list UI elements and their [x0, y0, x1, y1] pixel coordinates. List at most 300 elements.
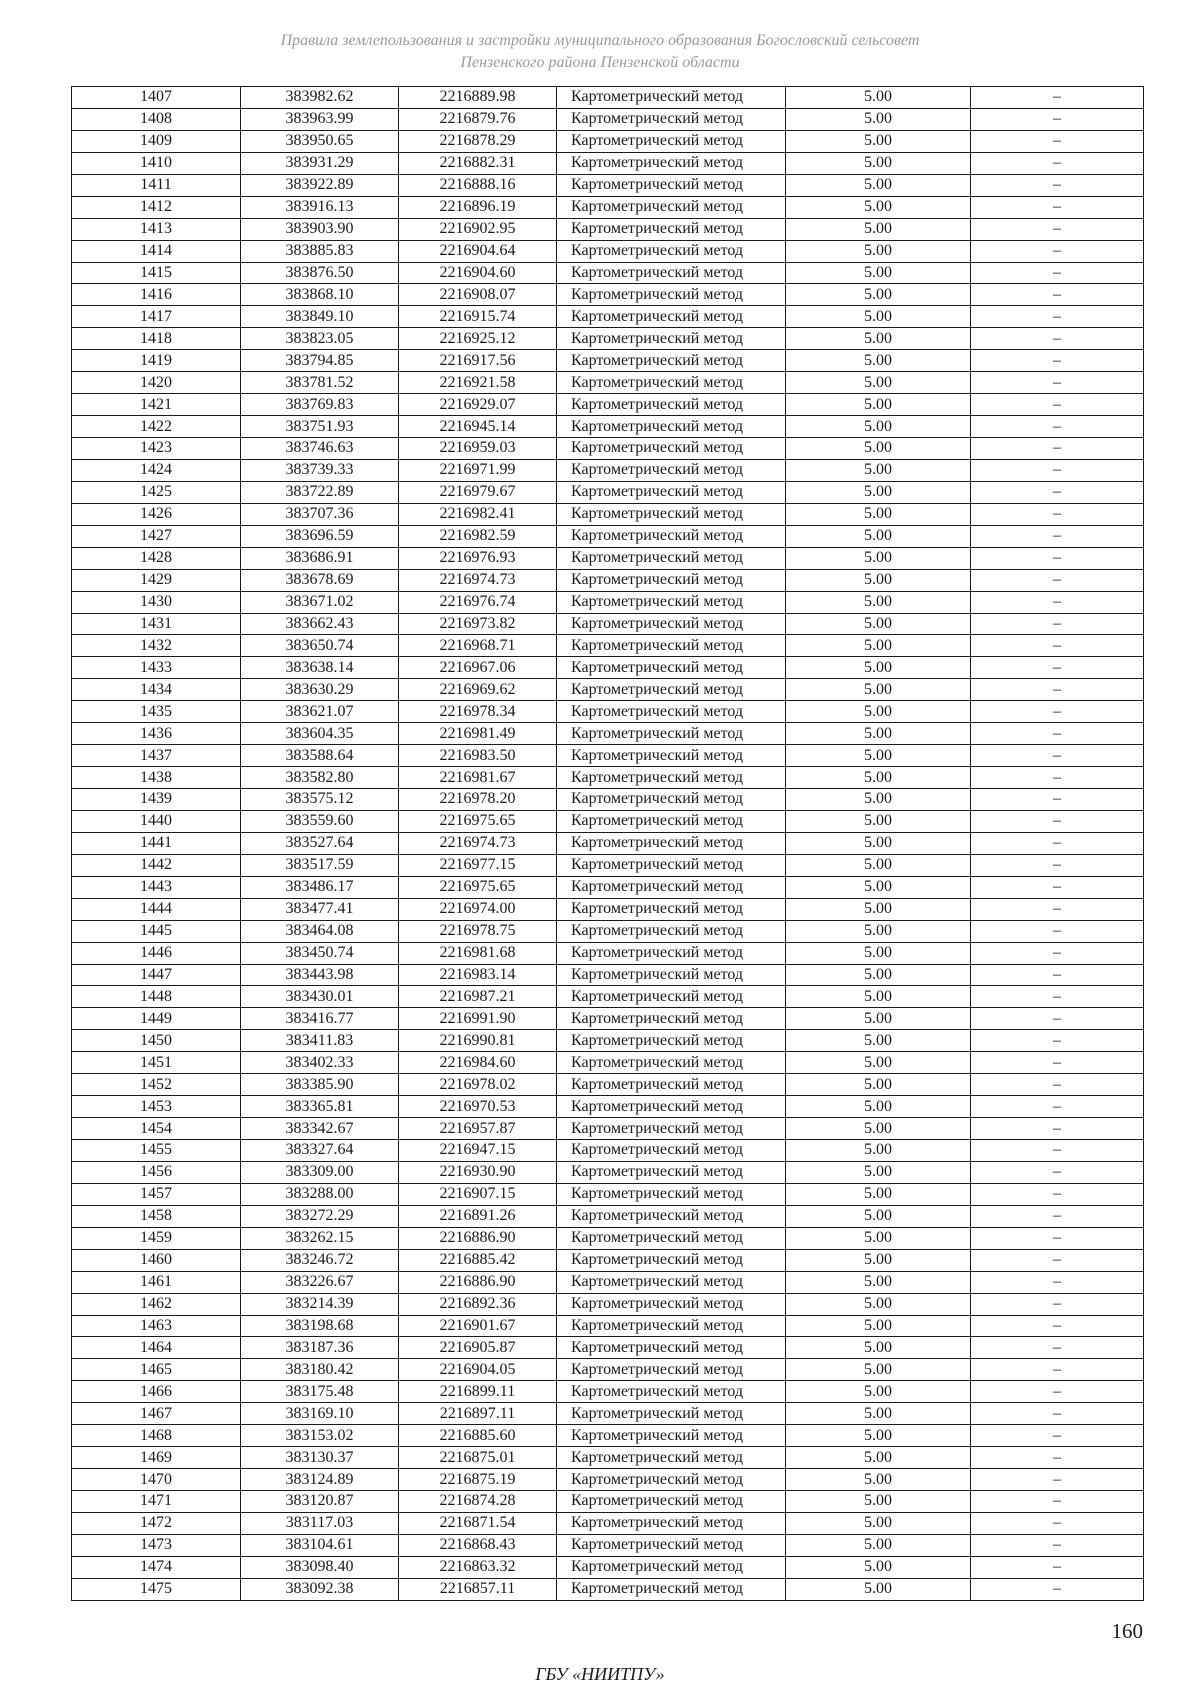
y-coordinate-cell: 2216899.11 [399, 1381, 557, 1403]
description-cell: – [971, 1140, 1144, 1162]
method-cell: Картометрический метод [557, 547, 786, 569]
table-row [72, 723, 1144, 745]
y-coordinate-cell: 2216976.74 [399, 591, 557, 613]
point-number-cell: 1439 [72, 789, 241, 811]
y-coordinate-cell: 2216990.81 [399, 1030, 557, 1052]
method-cell: Картометрический метод [557, 1140, 786, 1162]
y-coordinate-cell: 2216907.15 [399, 1183, 557, 1205]
y-coordinate-cell: 2216978.20 [399, 789, 557, 811]
y-coordinate-cell: 2216981.67 [399, 767, 557, 789]
method-cell: Картометрический метод [557, 372, 786, 394]
x-coordinate-cell: 383630.29 [241, 679, 399, 701]
accuracy-cell: 5.00 [786, 986, 971, 1008]
y-coordinate-cell: 2216902.95 [399, 218, 557, 240]
accuracy-cell: 5.00 [786, 1556, 971, 1578]
y-coordinate-cell: 2216904.05 [399, 1359, 557, 1381]
table-row [72, 1403, 1144, 1425]
x-coordinate-cell: 383365.81 [241, 1096, 399, 1118]
x-coordinate-cell: 383739.33 [241, 459, 399, 481]
accuracy-cell: 5.00 [786, 1403, 971, 1425]
point-number-cell: 1411 [72, 174, 241, 196]
description-cell: – [971, 262, 1144, 284]
x-coordinate-cell: 383963.99 [241, 108, 399, 130]
point-number-cell: 1430 [72, 591, 241, 613]
accuracy-cell: 5.00 [786, 416, 971, 438]
accuracy-cell: 5.00 [786, 1074, 971, 1096]
y-coordinate-cell: 2216977.15 [399, 854, 557, 876]
method-cell: Картометрический метод [557, 1534, 786, 1556]
point-number-cell: 1454 [72, 1118, 241, 1140]
y-coordinate-cell: 2216886.90 [399, 1227, 557, 1249]
description-cell: – [971, 1074, 1144, 1096]
accuracy-cell: 5.00 [786, 1140, 971, 1162]
method-cell: Картометрический метод [557, 350, 786, 372]
method-cell: Картометрический метод [557, 657, 786, 679]
method-cell: Картометрический метод [557, 1578, 786, 1600]
accuracy-cell: 5.00 [786, 1293, 971, 1315]
accuracy-cell: 5.00 [786, 679, 971, 701]
x-coordinate-cell: 383686.91 [241, 547, 399, 569]
table-row [72, 525, 1144, 547]
table-row [72, 810, 1144, 832]
method-cell: Картометрический метод [557, 416, 786, 438]
y-coordinate-cell: 2216917.56 [399, 350, 557, 372]
accuracy-cell: 5.00 [786, 657, 971, 679]
point-number-cell: 1419 [72, 350, 241, 372]
point-number-cell: 1420 [72, 372, 241, 394]
y-coordinate-cell: 2216875.01 [399, 1447, 557, 1469]
description-cell: – [971, 701, 1144, 723]
x-coordinate-cell: 383575.12 [241, 789, 399, 811]
x-coordinate-cell: 383117.03 [241, 1512, 399, 1534]
y-coordinate-cell: 2216967.06 [399, 657, 557, 679]
y-coordinate-cell: 2216901.67 [399, 1315, 557, 1337]
y-coordinate-cell: 2216930.90 [399, 1161, 557, 1183]
x-coordinate-cell: 383124.89 [241, 1469, 399, 1491]
y-coordinate-cell: 2216987.21 [399, 986, 557, 1008]
method-cell: Картометрический метод [557, 1161, 786, 1183]
table-row [72, 1556, 1144, 1578]
table-row [72, 986, 1144, 1008]
y-coordinate-cell: 2216983.14 [399, 964, 557, 986]
accuracy-cell: 5.00 [786, 152, 971, 174]
table-row [72, 1205, 1144, 1227]
method-cell: Картометрический метод [557, 481, 786, 503]
x-coordinate-cell: 383198.68 [241, 1315, 399, 1337]
table-row [72, 1074, 1144, 1096]
accuracy-cell: 5.00 [786, 108, 971, 130]
x-coordinate-cell: 383696.59 [241, 525, 399, 547]
method-cell: Картометрический метод [557, 240, 786, 262]
y-coordinate-cell: 2216905.87 [399, 1337, 557, 1359]
accuracy-cell: 5.00 [786, 350, 971, 372]
method-cell: Картометрический метод [557, 964, 786, 986]
description-cell: – [971, 854, 1144, 876]
method-cell: Картометрический метод [557, 1556, 786, 1578]
x-coordinate-cell: 383262.15 [241, 1227, 399, 1249]
description-cell: – [971, 1205, 1144, 1227]
accuracy-cell: 5.00 [786, 1469, 971, 1491]
x-coordinate-cell: 383903.90 [241, 218, 399, 240]
x-coordinate-cell: 383104.61 [241, 1534, 399, 1556]
y-coordinate-cell: 2216857.11 [399, 1578, 557, 1600]
description-cell: – [971, 459, 1144, 481]
accuracy-cell: 5.00 [786, 1381, 971, 1403]
point-number-cell: 1466 [72, 1381, 241, 1403]
method-cell: Картометрический метод [557, 1512, 786, 1534]
method-cell: Картометрический метод [557, 87, 786, 109]
x-coordinate-cell: 383722.89 [241, 481, 399, 503]
accuracy-cell: 5.00 [786, 525, 971, 547]
method-cell: Картометрический метод [557, 1337, 786, 1359]
point-number-cell: 1447 [72, 964, 241, 986]
point-number-cell: 1407 [72, 87, 241, 109]
x-coordinate-cell: 383443.98 [241, 964, 399, 986]
y-coordinate-cell: 2216888.16 [399, 174, 557, 196]
method-cell: Картометрический метод [557, 986, 786, 1008]
x-coordinate-cell: 383288.00 [241, 1183, 399, 1205]
y-coordinate-cell: 2216983.50 [399, 745, 557, 767]
x-coordinate-cell: 383477.41 [241, 898, 399, 920]
description-cell: – [971, 569, 1144, 591]
method-cell: Картометрический метод [557, 174, 786, 196]
table-row [72, 964, 1144, 986]
table-row [72, 240, 1144, 262]
x-coordinate-cell: 383517.59 [241, 854, 399, 876]
method-cell: Картометрический метод [557, 1118, 786, 1140]
table-row [72, 701, 1144, 723]
method-cell: Картометрический метод [557, 854, 786, 876]
table-row [72, 1359, 1144, 1381]
table-row [72, 1008, 1144, 1030]
table-row [72, 284, 1144, 306]
method-cell: Картометрический метод [557, 1074, 786, 1096]
table-row [72, 328, 1144, 350]
coordinates-table-body [72, 87, 1144, 1601]
description-cell: – [971, 920, 1144, 942]
accuracy-cell: 5.00 [786, 1359, 971, 1381]
y-coordinate-cell: 2216970.53 [399, 1096, 557, 1118]
point-number-cell: 1438 [72, 767, 241, 789]
method-cell: Картометрический метод [557, 767, 786, 789]
table-row [72, 174, 1144, 196]
accuracy-cell: 5.00 [786, 569, 971, 591]
table-row [72, 657, 1144, 679]
table-row [72, 898, 1144, 920]
table-row [72, 613, 1144, 635]
y-coordinate-cell: 2216976.93 [399, 547, 557, 569]
x-coordinate-cell: 383931.29 [241, 152, 399, 174]
description-cell: – [971, 745, 1144, 767]
point-number-cell: 1437 [72, 745, 241, 767]
description-cell: – [971, 1469, 1144, 1491]
accuracy-cell: 5.00 [786, 174, 971, 196]
y-coordinate-cell: 2216974.00 [399, 898, 557, 920]
point-number-cell: 1451 [72, 1052, 241, 1074]
x-coordinate-cell: 383885.83 [241, 240, 399, 262]
x-coordinate-cell: 383876.50 [241, 262, 399, 284]
x-coordinate-cell: 383916.13 [241, 196, 399, 218]
accuracy-cell: 5.00 [786, 745, 971, 767]
method-cell: Картометрический метод [557, 1359, 786, 1381]
point-number-cell: 1413 [72, 218, 241, 240]
y-coordinate-cell: 2216925.12 [399, 328, 557, 350]
x-coordinate-cell: 383582.80 [241, 767, 399, 789]
method-cell: Картометрический метод [557, 1381, 786, 1403]
description-cell: – [971, 1293, 1144, 1315]
y-coordinate-cell: 2216904.60 [399, 262, 557, 284]
y-coordinate-cell: 2216929.07 [399, 394, 557, 416]
x-coordinate-cell: 383751.93 [241, 416, 399, 438]
y-coordinate-cell: 2216974.73 [399, 832, 557, 854]
x-coordinate-cell: 383327.64 [241, 1140, 399, 1162]
accuracy-cell: 5.00 [786, 810, 971, 832]
description-cell: – [971, 547, 1144, 569]
x-coordinate-cell: 383092.38 [241, 1578, 399, 1600]
y-coordinate-cell: 2216981.68 [399, 942, 557, 964]
description-cell: – [971, 416, 1144, 438]
accuracy-cell: 5.00 [786, 1578, 971, 1600]
y-coordinate-cell: 2216975.65 [399, 876, 557, 898]
method-cell: Картометрический метод [557, 745, 786, 767]
table-row [72, 942, 1144, 964]
x-coordinate-cell: 383588.64 [241, 745, 399, 767]
table-row [72, 394, 1144, 416]
accuracy-cell: 5.00 [786, 1534, 971, 1556]
table-row [72, 1183, 1144, 1205]
description-cell: – [971, 832, 1144, 854]
accuracy-cell: 5.00 [786, 503, 971, 525]
table-row [72, 1052, 1144, 1074]
point-number-cell: 1468 [72, 1425, 241, 1447]
description-cell: – [971, 964, 1144, 986]
description-cell: – [971, 789, 1144, 811]
y-coordinate-cell: 2216882.31 [399, 152, 557, 174]
description-cell: – [971, 503, 1144, 525]
method-cell: Картометрический метод [557, 525, 786, 547]
description-cell: – [971, 1512, 1144, 1534]
table-row [72, 1469, 1144, 1491]
accuracy-cell: 5.00 [786, 372, 971, 394]
y-coordinate-cell: 2216978.75 [399, 920, 557, 942]
table-row [72, 832, 1144, 854]
accuracy-cell: 5.00 [786, 130, 971, 152]
y-coordinate-cell: 2216968.71 [399, 635, 557, 657]
x-coordinate-cell: 383272.29 [241, 1205, 399, 1227]
description-cell: – [971, 986, 1144, 1008]
method-cell: Картометрический метод [557, 262, 786, 284]
y-coordinate-cell: 2216908.07 [399, 284, 557, 306]
y-coordinate-cell: 2216973.82 [399, 613, 557, 635]
table-row [72, 1381, 1144, 1403]
point-number-cell: 1471 [72, 1491, 241, 1513]
description-cell: – [971, 1315, 1144, 1337]
point-number-cell: 1434 [72, 679, 241, 701]
method-cell: Картометрический метод [557, 394, 786, 416]
x-coordinate-cell: 383823.05 [241, 328, 399, 350]
x-coordinate-cell: 383746.63 [241, 438, 399, 460]
description-cell: – [971, 898, 1144, 920]
accuracy-cell: 5.00 [786, 591, 971, 613]
method-cell: Картометрический метод [557, 1205, 786, 1227]
description-cell: – [971, 328, 1144, 350]
method-cell: Картометрический метод [557, 942, 786, 964]
point-number-cell: 1416 [72, 284, 241, 306]
y-coordinate-cell: 2216892.36 [399, 1293, 557, 1315]
accuracy-cell: 5.00 [786, 789, 971, 811]
x-coordinate-cell: 383342.67 [241, 1118, 399, 1140]
y-coordinate-cell: 2216979.67 [399, 481, 557, 503]
table-row [72, 767, 1144, 789]
table-row [72, 1534, 1144, 1556]
accuracy-cell: 5.00 [786, 1096, 971, 1118]
method-cell: Картометрический метод [557, 152, 786, 174]
point-number-cell: 1449 [72, 1008, 241, 1030]
accuracy-cell: 5.00 [786, 1425, 971, 1447]
y-coordinate-cell: 2216915.74 [399, 306, 557, 328]
x-coordinate-cell: 383707.36 [241, 503, 399, 525]
point-number-cell: 1442 [72, 854, 241, 876]
y-coordinate-cell: 2216874.28 [399, 1491, 557, 1513]
description-cell: – [971, 613, 1144, 635]
method-cell: Картометрический метод [557, 635, 786, 657]
accuracy-cell: 5.00 [786, 306, 971, 328]
x-coordinate-cell: 383950.65 [241, 130, 399, 152]
accuracy-cell: 5.00 [786, 87, 971, 109]
y-coordinate-cell: 2216868.43 [399, 1534, 557, 1556]
point-number-cell: 1415 [72, 262, 241, 284]
y-coordinate-cell: 2216896.19 [399, 196, 557, 218]
method-cell: Картометрический метод [557, 1491, 786, 1513]
y-coordinate-cell: 2216991.90 [399, 1008, 557, 1030]
point-number-cell: 1421 [72, 394, 241, 416]
point-number-cell: 1422 [72, 416, 241, 438]
table-row [72, 152, 1144, 174]
accuracy-cell: 5.00 [786, 701, 971, 723]
table-row [72, 481, 1144, 503]
accuracy-cell: 5.00 [786, 1337, 971, 1359]
x-coordinate-cell: 383416.77 [241, 1008, 399, 1030]
description-cell: – [971, 810, 1144, 832]
y-coordinate-cell: 2216982.41 [399, 503, 557, 525]
x-coordinate-cell: 383385.90 [241, 1074, 399, 1096]
table-row [72, 1271, 1144, 1293]
description-cell: – [971, 1578, 1144, 1600]
point-number-cell: 1461 [72, 1271, 241, 1293]
x-coordinate-cell: 383187.36 [241, 1337, 399, 1359]
method-cell: Картометрический метод [557, 789, 786, 811]
accuracy-cell: 5.00 [786, 328, 971, 350]
point-number-cell: 1474 [72, 1556, 241, 1578]
description-cell: – [971, 306, 1144, 328]
method-cell: Картометрический метод [557, 810, 786, 832]
method-cell: Картометрический метод [557, 613, 786, 635]
point-number-cell: 1464 [72, 1337, 241, 1359]
x-coordinate-cell: 383153.02 [241, 1425, 399, 1447]
accuracy-cell: 5.00 [786, 635, 971, 657]
point-number-cell: 1412 [72, 196, 241, 218]
x-coordinate-cell: 383464.08 [241, 920, 399, 942]
y-coordinate-cell: 2216984.60 [399, 1052, 557, 1074]
accuracy-cell: 5.00 [786, 1315, 971, 1337]
description-cell: – [971, 1556, 1144, 1578]
accuracy-cell: 5.00 [786, 196, 971, 218]
x-coordinate-cell: 383849.10 [241, 306, 399, 328]
accuracy-cell: 5.00 [786, 262, 971, 284]
document-header [0, 30, 1200, 74]
x-coordinate-cell: 383430.01 [241, 986, 399, 1008]
y-coordinate-cell: 2216871.54 [399, 1512, 557, 1534]
accuracy-cell: 5.00 [786, 1227, 971, 1249]
point-number-cell: 1443 [72, 876, 241, 898]
y-coordinate-cell: 2216863.32 [399, 1556, 557, 1578]
method-cell: Картометрический метод [557, 1425, 786, 1447]
table-row [72, 1249, 1144, 1271]
method-cell: Картометрический метод [557, 196, 786, 218]
description-cell: – [971, 174, 1144, 196]
y-coordinate-cell: 2216959.03 [399, 438, 557, 460]
footer-organization: ГБУ «НИИТПУ» [535, 1664, 665, 1684]
method-cell: Картометрический метод [557, 130, 786, 152]
method-cell: Картометрический метод [557, 1227, 786, 1249]
point-number-cell: 1441 [72, 832, 241, 854]
x-coordinate-cell: 383671.02 [241, 591, 399, 613]
point-number-cell: 1470 [72, 1469, 241, 1491]
accuracy-cell: 5.00 [786, 964, 971, 986]
x-coordinate-cell: 383982.62 [241, 87, 399, 109]
description-cell: – [971, 1337, 1144, 1359]
point-number-cell: 1460 [72, 1249, 241, 1271]
method-cell: Картометрический метод [557, 876, 786, 898]
y-coordinate-cell: 2216878.29 [399, 130, 557, 152]
x-coordinate-cell: 383175.48 [241, 1381, 399, 1403]
y-coordinate-cell: 2216974.73 [399, 569, 557, 591]
table-row [72, 130, 1144, 152]
table-row [72, 1578, 1144, 1600]
accuracy-cell: 5.00 [786, 1249, 971, 1271]
description-cell: – [971, 942, 1144, 964]
description-cell: – [971, 723, 1144, 745]
x-coordinate-cell: 383214.39 [241, 1293, 399, 1315]
y-coordinate-cell: 2216885.60 [399, 1425, 557, 1447]
point-number-cell: 1457 [72, 1183, 241, 1205]
description-cell: – [971, 1096, 1144, 1118]
accuracy-cell: 5.00 [786, 547, 971, 569]
accuracy-cell: 5.00 [786, 832, 971, 854]
method-cell: Картометрический метод [557, 459, 786, 481]
y-coordinate-cell: 2216971.99 [399, 459, 557, 481]
description-cell: – [971, 350, 1144, 372]
method-cell: Картометрический метод [557, 438, 786, 460]
table-row [72, 635, 1144, 657]
point-number-cell: 1452 [72, 1074, 241, 1096]
point-number-cell: 1408 [72, 108, 241, 130]
x-coordinate-cell: 383180.42 [241, 1359, 399, 1381]
method-cell: Картометрический метод [557, 1271, 786, 1293]
table-row [72, 569, 1144, 591]
accuracy-cell: 5.00 [786, 1161, 971, 1183]
point-number-cell: 1410 [72, 152, 241, 174]
description-cell: – [971, 1359, 1144, 1381]
point-number-cell: 1446 [72, 942, 241, 964]
accuracy-cell: 5.00 [786, 898, 971, 920]
description-cell: – [971, 1249, 1144, 1271]
accuracy-cell: 5.00 [786, 942, 971, 964]
x-coordinate-cell: 383922.89 [241, 174, 399, 196]
point-number-cell: 1462 [72, 1293, 241, 1315]
accuracy-cell: 5.00 [786, 394, 971, 416]
table-row [72, 876, 1144, 898]
